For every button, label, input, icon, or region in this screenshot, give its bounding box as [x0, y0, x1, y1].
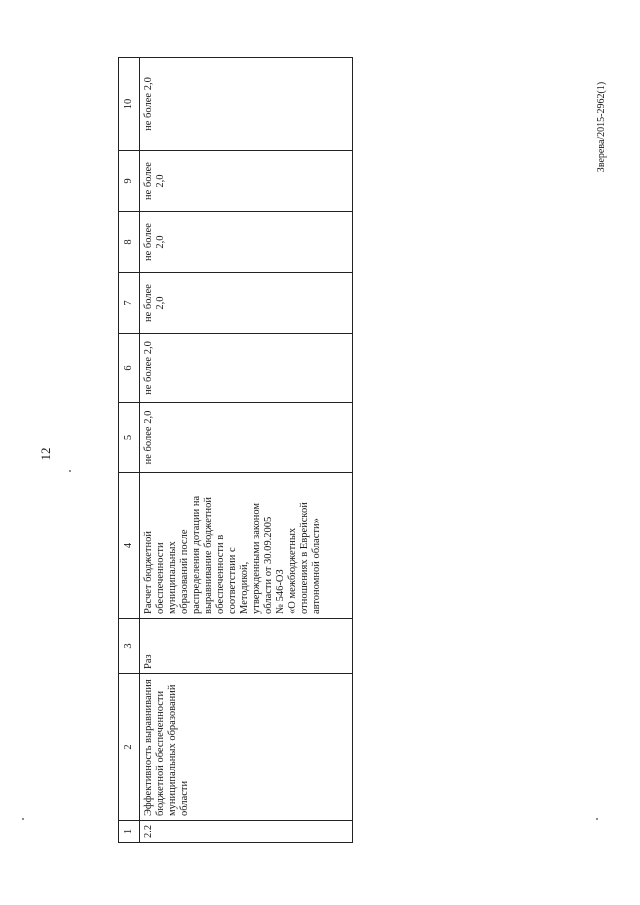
- header-col-7: 7: [119, 273, 140, 334]
- value-cell-5: [140, 403, 353, 473]
- header-col-2: 2: [119, 674, 140, 821]
- unit-cell: [140, 619, 353, 674]
- method-text: [140, 473, 326, 618]
- value-cell-9: [140, 151, 353, 212]
- scan-speck: [22, 818, 24, 820]
- header-col-3: 3: [119, 619, 140, 674]
- method-line: соответствии с: [227, 547, 238, 614]
- indicator-table: [118, 57, 353, 843]
- value-col-6: не более 2,0: [143, 341, 154, 395]
- document-id: Зверева/2015-2962(1): [596, 81, 607, 173]
- method-line: автономной области»: [311, 518, 322, 614]
- value-cell-8: [140, 212, 353, 273]
- row-number: 2.2: [143, 824, 154, 838]
- header-col-1: 1: [119, 821, 140, 843]
- value-col-8: не более 2,0: [143, 223, 166, 261]
- value-col-10: не более 2,0: [143, 77, 154, 131]
- header-col-10: 10: [119, 58, 140, 151]
- method-line: муниципальных: [167, 541, 178, 614]
- header-col-6: 6: [119, 334, 140, 403]
- row-number-cell: [140, 821, 353, 843]
- unit-value: Раз: [143, 654, 154, 669]
- value-cell-10: [140, 58, 353, 151]
- rotated-table-sheet: [118, 58, 353, 843]
- scan-speck: [596, 818, 598, 820]
- page-number: 12: [38, 447, 53, 461]
- method-line: отношениях в Еврейской: [299, 502, 310, 614]
- value-cell-6: [140, 334, 353, 403]
- header-col-9: 9: [119, 151, 140, 212]
- method-line: № 546-ОЗ: [275, 569, 286, 614]
- method-line: обеспеченности: [155, 542, 166, 614]
- method-line: области от 30.09.2005: [263, 516, 274, 614]
- method-line: утвержденными законом: [251, 502, 262, 614]
- value-col-9: не более 2,0: [143, 162, 166, 200]
- value-col-7: не более 2,0: [143, 284, 166, 322]
- table-row: [140, 58, 353, 843]
- value-col-5: не более 2,0: [143, 410, 154, 465]
- method-line: образований после: [179, 529, 190, 614]
- method-cell: [140, 473, 353, 619]
- method-line: Расчет бюджетной: [143, 531, 154, 614]
- method-line: обеспеченности в: [215, 534, 226, 614]
- header-col-4: 4: [119, 473, 140, 619]
- method-line: «О межбюджетных: [287, 527, 298, 614]
- indicator-cell: [140, 674, 353, 821]
- method-line: выравнивание бюджетной: [203, 497, 214, 614]
- indicator-name: Эффективность выравнивания бюджетной обеспеченности муниципальных образований области: [143, 679, 190, 816]
- header-col-8: 8: [119, 212, 140, 273]
- method-line: Методикой,: [239, 561, 250, 614]
- scan-speck: [69, 470, 71, 472]
- value-cell-7: [140, 273, 353, 334]
- header-col-5: 5: [119, 403, 140, 473]
- header-row: [119, 58, 140, 843]
- method-line: распределения дотации на: [191, 495, 202, 614]
